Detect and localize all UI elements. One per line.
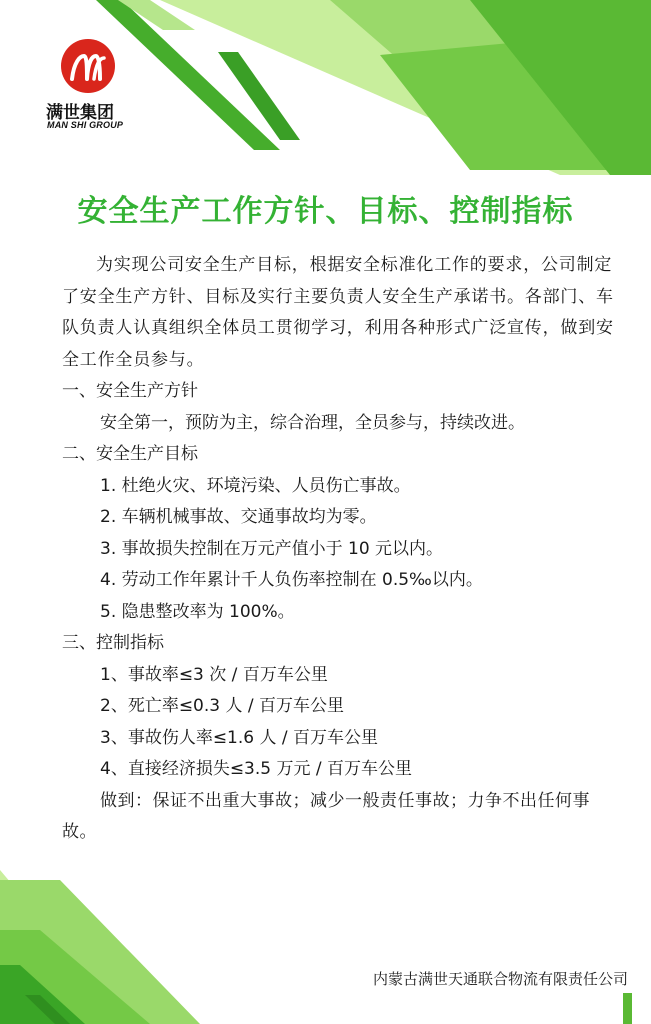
logo-name-cn: 满世集团 [46, 103, 114, 123]
page-title: 安全生产工作方针、目标、控制指标 [77, 194, 574, 229]
section3-item: 2、死亡率≤0.3 人 / 百万车公里 [100, 696, 345, 716]
section3-item: 3、事故伤人率≤1.6 人 / 百万车公里 [100, 727, 379, 748]
section2-title: 二、安全生产目标 [62, 444, 198, 464]
company-footer: 内蒙古满世天通联合物流有限责任公司 [372, 970, 628, 988]
section2-item: 3. 事故损失控制在万元产值小于 10 元以内。 [100, 538, 444, 559]
section3-item: 4、直接经济损失≤3.5 万元 / 百万车公里 [100, 759, 413, 779]
section2-item: 1. 杜绝火灾、环境污染、人员伤亡事故。 [100, 475, 411, 496]
document-body [62, 250, 622, 849]
section3-title: 三、控制指标 [62, 633, 164, 653]
logo-mark-icon [60, 38, 116, 94]
section2-item: 2. 车辆机械事故、交通事故均为零。 [100, 507, 377, 527]
section2-item: 5. 隐患整改率为 100%。 [100, 601, 295, 622]
section1-content: 安全第一，预防为主，综合治理，全员参与，持续改进。 [100, 412, 525, 433]
section2-item: 4. 劳动工作年累计千人负伤率控制在 0.5‰以内。 [100, 570, 483, 590]
intro-paragraph: 为实现公司安全生产目标，根据安全标准化工作的要求，公司制定了安全生产方针、目标及实行主要负责人安全生产承诺书。各部门、车队负责人认真组织全体员工贯彻学习，利用各种形式广泛宣传，做到安全工作全员参与。 [62, 255, 614, 370]
section1-title: 一、安全生产方针 [62, 381, 198, 401]
section3-item: 1、事故率≤3 次 / 百万车公里 [100, 664, 328, 685]
logo-name-en: MAN SHI GROUP [47, 120, 124, 130]
section3-closing: 做到：保证不出重大事故；减少一般责任事故；力争不出任何事故。 [62, 790, 590, 842]
